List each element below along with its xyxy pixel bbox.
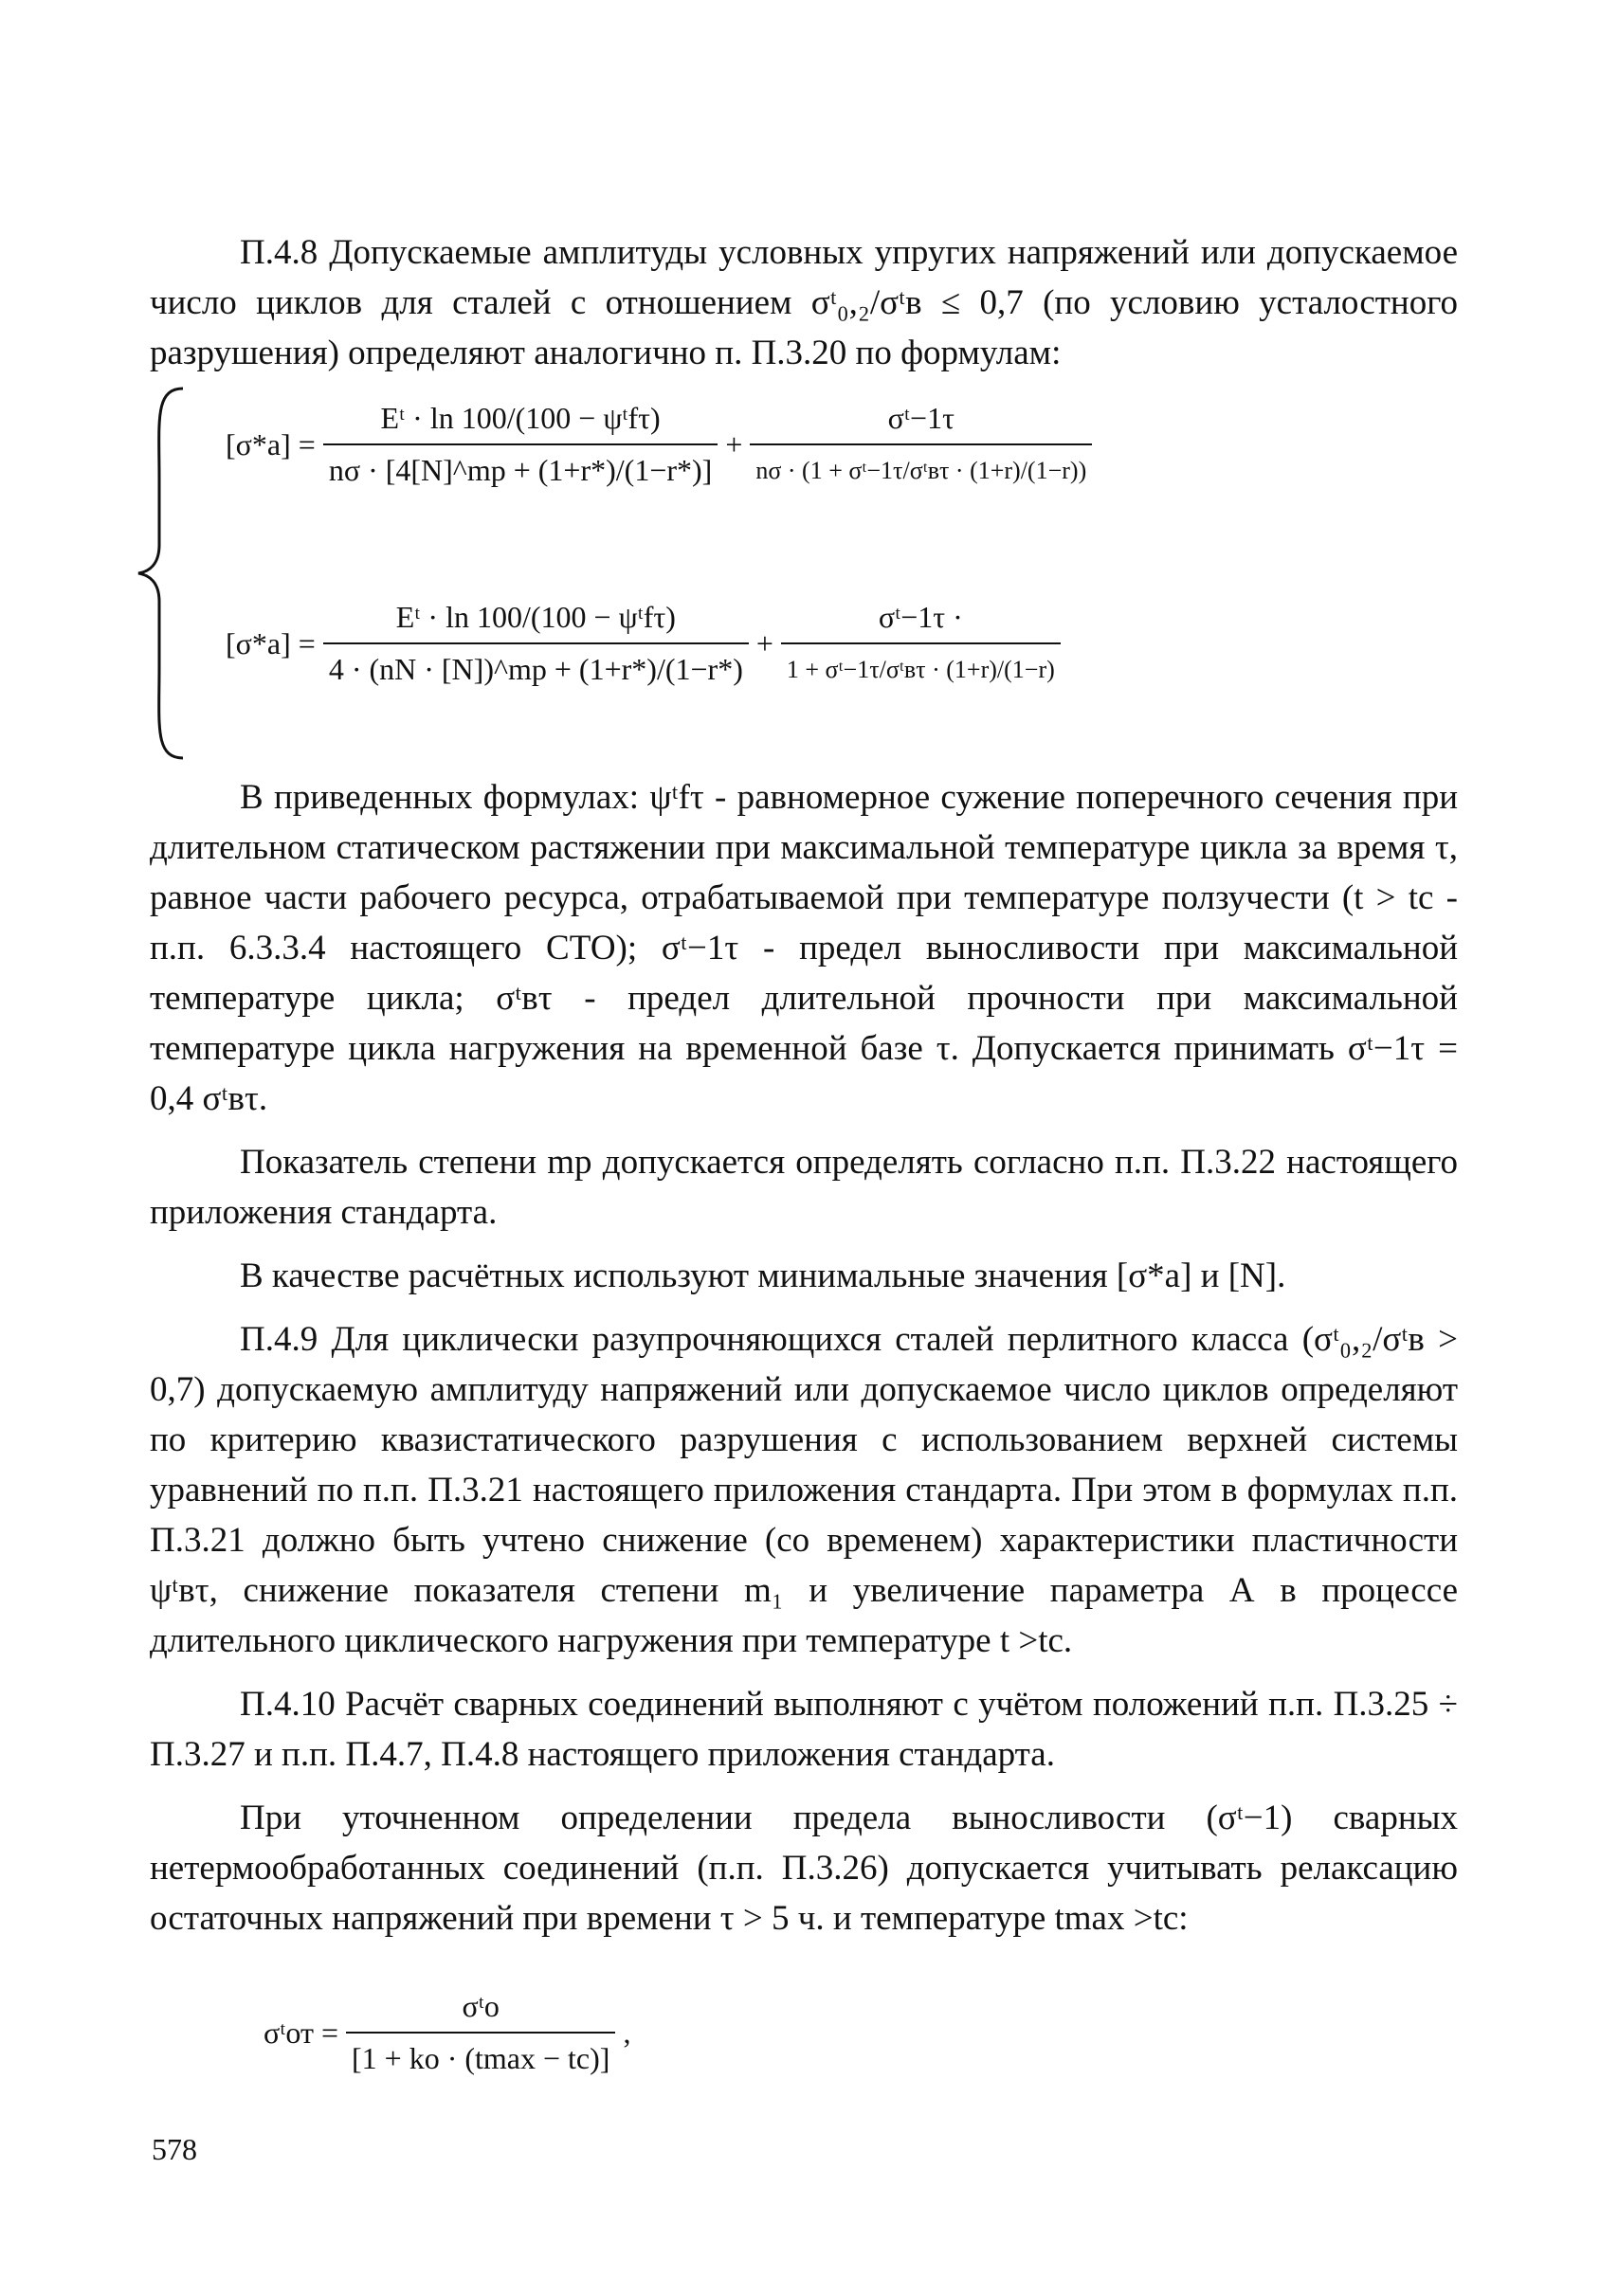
paragraph-refined: При уточненном определении предела выносливости (σᵗ−1) сварных нетермообработанных соединений (п.п. П.3.26) допускается учитывать релаксацию остаточных напряжений при времени τ > 5 ч. и температуре tmax >tc: [150,1799,1458,1938]
paragraph-p4-8: П.4.8 Допускаемые амплитуды условных упругих напряжений или допускаемое число циклов для сталей с отношением σᵗ₀,₂/σᵗв ≤ 0,7 (по условию усталостного разрушения) определяют аналогично п. П.3.20 по формулам: [150,233,1458,372]
formula-row-1 [226,393,1100,496]
formula2-num: σᵗо [462,1989,500,2023]
fraction-2a [323,592,749,695]
formula-lhs-1: [σ*a] = [226,426,316,461]
paragraph-p4-9: П.4.9 Для циклически разупрочняющихся сталей перлитного класса (σᵗ₀,₂/σᵗв > 0,7) допускаемую амплитуду напряжений или допускаемое число циклов определяют по критерию квазистатического разрушения с использованием верхней системы уравнений по п.п. П.3.21 настоящего приложения стандарта. При этом в формулах п.п. П.3.21 должно быть учтено снижение (со временем) характеристики пластичности ψᵗвτ, снижение показателя степени m₁ и увеличение параметра А в процессе длительного циклического нагружения при температуре t >tc. [150,1320,1458,1660]
formula-row-2 [226,592,1068,695]
formula-lhs-2: [σ*a] = [226,625,316,660]
fraction-2b-den: 1 + σᵗ−1τ/σᵗвτ · (1+r)/(1−r) [781,642,1061,695]
fraction-1b-den: nσ · (1 + σᵗ−1τ/σᵗвτ · (1+r)/(1−r)) [750,443,1092,496]
paragraph-p4-10: П.4.10 Расчёт сварных соединений выполняют с учётом положений п.п. П.3.25 ÷ П.3.27 и п.п. П.4.7, П.4.8 настоящего приложения стандарта. [150,1685,1458,1774]
left-brace-icon [131,384,197,763]
fraction-1a-den: nσ · [4[N]^mp + (1+r*)/(1−r*)] [323,443,718,496]
formula2-fraction [346,1981,615,2084]
formula-relaxation [264,1981,1458,2084]
page-body [150,227,1458,2084]
fraction-2b-num: σᵗ−1τ · [878,600,963,634]
fraction-1b [750,393,1092,496]
fraction-2b [781,592,1061,695]
fraction-1a [323,393,718,496]
paragraph-definitions: В приведенных формулах: ψᵗfτ - равномерное сужение поперечного сечения при длительном статическом растяжении при максимальной температуре цикла за время τ, равное части рабочего ресурса, отрабатываемой при температуре ползучести (t > tc - п.п. 6.3.3.4 настоящего СТО); σᵗ−1τ - предел выносливости при максимальной температуре цикла; σᵗвτ - предел длительной прочности при максимальной температуре цикла нагружения на временной базе τ. Допускается принимать σᵗ−1τ = 0,4 σᵗвτ. [150,778,1458,1118]
fraction-1b-num: σᵗ−1τ [887,401,955,435]
fraction-2a-num: Eᵗ · ln 100/(100 − ψᵗfτ) [395,600,676,634]
page-number: 578 [152,2132,197,2166]
paragraph-min-values: В качестве расчётных используют минимальные значения [σ*a] и [N]. [240,1256,1286,1295]
plus-sign: + [755,625,773,660]
formula2-tail: , [623,2015,631,2050]
paragraph-mp: Показатель степени mp допускается определять согласно п.п. П.3.22 настоящего приложения стандарта. [150,1143,1458,1232]
fraction-2a-den: 4 · (nN · [N])^mp + (1+r*)/(1−r*) [323,642,749,695]
fraction-1a-num: Eᵗ · ln 100/(100 − ψᵗfτ) [380,401,661,435]
plus-sign: + [725,426,743,461]
formula-system [150,384,1458,763]
formula2-den: [1 + kо · (tmax − tc)] [346,2032,615,2084]
formula2-lhs: σᵗот = [264,2015,338,2050]
